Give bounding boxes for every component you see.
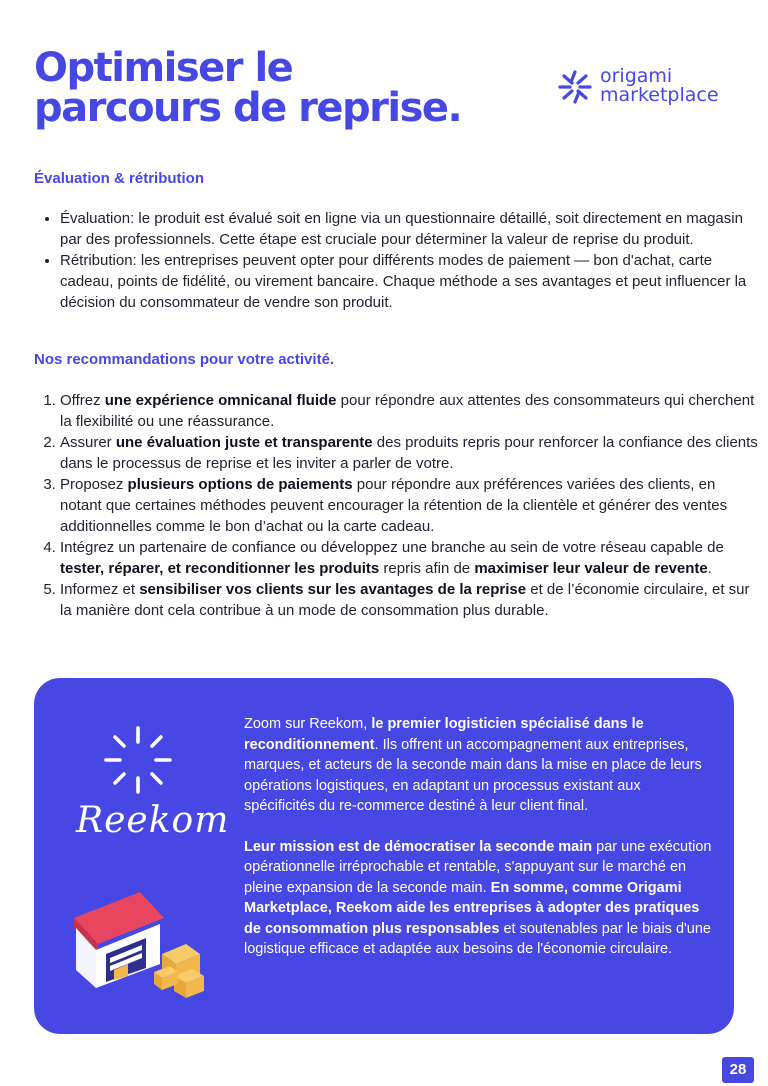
recommendations-list — [34, 390, 760, 621]
item-text: Assurer — [60, 434, 116, 451]
paragraph-text: Zoom sur Reekom, — [244, 716, 372, 732]
item-text: et de l’économie circulaire, et sur la manière dont cela contribue à un mode de consommation plus durable. — [60, 581, 750, 619]
bullet-text: : le produit est évalué soit en ligne via un questionnaire détaillé, soit directement en magasin par des professionnels. Cette étape est cruciale pour déterminer la valeur de reprise du produit. — [60, 210, 743, 248]
list-item — [60, 250, 750, 313]
paragraph-emphasis: Leur mission est de démocratiser la seconde main — [244, 838, 593, 855]
item-text: . — [707, 560, 712, 577]
warehouse-illustration — [62, 888, 212, 1000]
bullet-label: Évaluation — [60, 210, 131, 227]
evaluation-bullet-list — [34, 208, 750, 313]
item-emphasis: sensibiliser vos clients sur les avantages de la reprise — [139, 581, 527, 598]
origami-burst-icon — [557, 69, 593, 105]
reekom-description — [244, 714, 714, 960]
item-text: pour répondre aux attentes des consommateurs qui cherchent la flexibilité ou une réassurance. — [60, 392, 755, 430]
item-text: pour répondre aux préférences variées des clients, en notant que certaines méthodes peuvent encourager la rétention de la clientèle et générer des ventes additionnelles comme le bon d’achat ou la carte cadeau. — [60, 476, 728, 535]
page-title-line-1: Optimiser le — [34, 45, 293, 91]
origami-marketplace-logo — [557, 67, 747, 107]
item-emphasis: maximiser leur valeur de revente — [474, 560, 708, 577]
list-item — [60, 474, 760, 537]
paragraph-text: . Ils offrent un accompagnement aux entreprises, marques, et acteurs de la seconde main dans la mise en place de leurs opérations logistiques, en adaptant un processus existant aux spécificités du re-commerce destiné à leur client final. — [244, 736, 702, 814]
reekom-paragraph-1 — [244, 714, 714, 817]
item-text: Proposez — [60, 476, 128, 493]
page-title-line-2: parcours de reprise. — [34, 85, 462, 131]
item-text: Intégrez un partenaire de confiance ou développez une branche au sein de votre réseau capable de — [60, 539, 724, 556]
section-heading-evaluation: Évaluation & rétribution — [34, 170, 205, 187]
list-item — [60, 579, 760, 621]
page-number: 28 — [722, 1057, 754, 1083]
paragraph-text: par une exécution opérationnelle irréprochable et rentable, s'appuyant sur le marché en pleine expansion de la seconde main. — [244, 838, 712, 896]
paragraph-text: et soutenables par le biais d'une logistique efficace et adaptée aux besoins de l'économie circulaire. — [244, 920, 711, 957]
item-emphasis: une expérience omnicanal fluide — [104, 392, 337, 409]
reekom-paragraph-2 — [244, 837, 714, 960]
item-emphasis: une évaluation juste et transparente — [115, 434, 373, 451]
sparkle-icon — [102, 724, 174, 796]
bullet-label: Rétribution — [60, 252, 133, 269]
list-item — [60, 208, 750, 250]
item-text: Informez et — [60, 581, 140, 598]
paragraph-emphasis: En somme, comme Origami Marketplace, Reekom aide les entreprises à adopter des pratiques de consommation plus responsables — [244, 879, 700, 937]
reekom-brand-name: Reekom — [76, 800, 230, 841]
section-heading-recommendations: Nos recommandations pour votre activité. — [34, 351, 335, 368]
item-emphasis: tester, réparer, et reconditionner les produits — [60, 560, 380, 577]
bullet-text: : les entreprises peuvent opter pour différents modes de paiement — bon d'achat, carte cadeau, points de fidélité, ou virement bancaire. Chaque méthode a ses avantages et peut influencer la décision du consommateur de vendre son produit. — [60, 252, 747, 311]
list-item — [60, 537, 760, 579]
page-title — [34, 45, 462, 131]
item-text: Offrez — [60, 392, 105, 409]
logo-line-1: origami — [600, 65, 673, 87]
paragraph-emphasis: le premier logisticien spécialisé dans le reconditionnement — [244, 716, 644, 753]
item-text: des produits repris pour renforcer la confiance des clients dans le processus de reprise et les inviter a parler de votre. — [60, 434, 758, 472]
item-emphasis: plusieurs options de paiements — [127, 476, 353, 493]
logo-wordmark — [600, 67, 719, 105]
list-item — [60, 432, 760, 474]
reekom-spotlight-card — [34, 678, 734, 1034]
list-item — [60, 390, 760, 432]
item-text: repris afin de — [379, 560, 475, 577]
logo-line-2: marketplace — [600, 84, 719, 106]
